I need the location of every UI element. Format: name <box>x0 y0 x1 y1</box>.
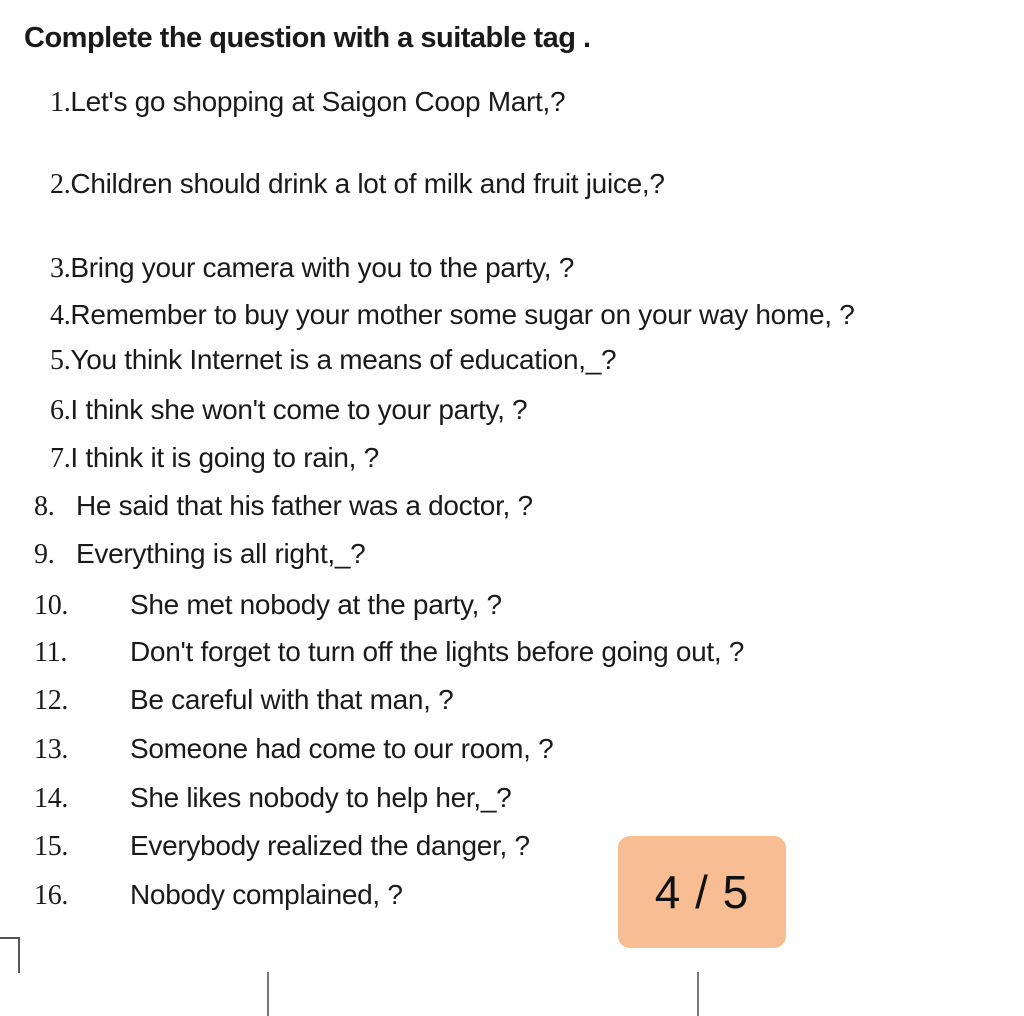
question-3 <box>50 252 574 285</box>
question-text: Children should drink a lot of milk and fruit juice,? <box>70 168 665 199</box>
question-number: 13. <box>34 734 69 765</box>
question-text: Someone had come to our room, ? <box>130 733 554 764</box>
question-number: 6. <box>50 395 71 426</box>
question-number: 2. <box>50 169 71 200</box>
question-text: She likes nobody to help her,_? <box>130 782 512 813</box>
question-16 <box>34 879 403 912</box>
question-1 <box>50 86 565 119</box>
question-2 <box>50 168 665 201</box>
question-number: 14. <box>34 783 69 814</box>
question-text: She met nobody at the party, ? <box>130 589 502 620</box>
question-number: 4. <box>50 300 71 331</box>
question-number: 5. <box>50 345 71 376</box>
question-text: Everything is all right,_? <box>76 538 366 569</box>
question-text: Don't forget to turn off the lights before going out, ? <box>130 636 745 667</box>
question-text: Remember to buy your mother some sugar on your way home, ? <box>70 299 855 330</box>
question-text: Bring your camera with you to the party, ? <box>70 252 574 283</box>
question-5 <box>50 344 616 377</box>
question-number: 3. <box>50 253 71 284</box>
question-number: 15. <box>34 831 69 862</box>
question-7 <box>50 442 379 475</box>
question-10 <box>34 589 502 622</box>
page-corner-mark <box>18 937 20 973</box>
question-text: I think she won't come to your party, ? <box>70 394 528 425</box>
question-text: He said that his father was a doctor, ? <box>76 490 533 521</box>
question-number: 8. <box>34 491 55 522</box>
question-13 <box>34 733 553 766</box>
question-number: 7. <box>50 443 71 474</box>
question-text: Be careful with that man, ? <box>130 684 454 715</box>
page-corner-mark <box>0 937 20 939</box>
question-15 <box>34 830 530 863</box>
page-indicator-badge: 4 / 5 <box>618 836 786 948</box>
question-8 <box>34 490 533 523</box>
page-title: Complete the question with a suitable tag . <box>24 22 591 54</box>
question-number: 11. <box>34 637 68 668</box>
question-text: Everybody realized the danger, ? <box>130 830 530 861</box>
question-9 <box>34 538 365 571</box>
question-text: You think Internet is a means of education,_? <box>70 344 617 375</box>
question-6 <box>50 394 527 427</box>
question-14 <box>34 782 511 815</box>
question-text: Let's go shopping at Saigon Coop Mart,? <box>70 86 566 117</box>
question-number: 12. <box>34 685 69 716</box>
column-divider <box>697 972 699 1016</box>
question-11 <box>34 636 744 669</box>
cropped-text-edge <box>0 0 1024 4</box>
question-text: I think it is going to rain, ? <box>70 442 379 473</box>
question-number: 1. <box>50 87 71 118</box>
question-text: Nobody complained, ? <box>130 879 403 910</box>
question-number: 10. <box>34 590 69 621</box>
question-4 <box>50 299 854 332</box>
question-number: 9. <box>34 539 55 570</box>
question-number: 16. <box>34 880 69 911</box>
column-divider <box>267 972 269 1016</box>
question-12 <box>34 684 453 717</box>
